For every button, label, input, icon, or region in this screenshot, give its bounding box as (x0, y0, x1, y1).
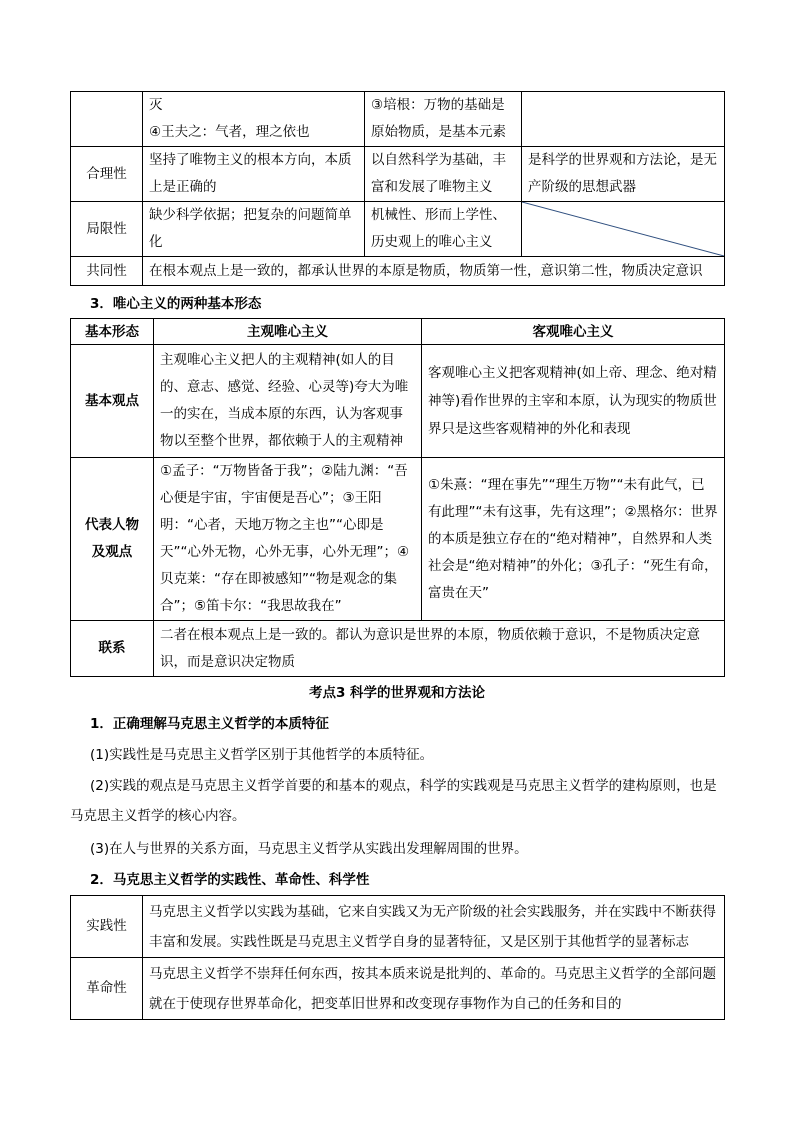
label-line: 及观点 (91, 544, 133, 560)
table-cell: 马克思主义哲学不崇拜任何东西，按其本质来说是批判的、革命的。马克思主义哲学的全部问题就在于使现存世界革命化，把变革旧世界和改变现存事物作为自己的任务和目的 (143, 958, 725, 1020)
row-label-reasonable: 合理性 (71, 147, 143, 202)
cell-line: 灭 (149, 97, 163, 113)
table-row (71, 621, 725, 677)
idealism-forms-table (70, 318, 725, 677)
column-header: 客观唯心主义 (422, 319, 725, 345)
table-row (71, 92, 725, 147)
table-cell: ①朱熹：“理在事先”“理生万物”“未有此气，已有此理”“未有这事，先有这理”；②黑格尔：世界的本质是独立存在的“绝对精神”，自然界和人类社会是“绝对精神”的外化；③孔子：“死生有命，富贵在天” (422, 458, 725, 621)
table-cell: 二者在根本观点上是一致的。都认为意识是世界的本原，物质依赖于意识，不是物质决定意识，而是意识决定物质 (154, 621, 725, 677)
table-row (71, 257, 725, 286)
table-row (71, 202, 725, 257)
table-cell: 在根本观点上是一致的，都承认世界的本原是物质，物质第一性，意识第二性，物质决定意识 (143, 257, 725, 286)
row-label-basic-view: 基本观点 (71, 345, 154, 458)
table-cell: 是科学的世界观和方法论，是无产阶级的思想武器 (522, 147, 725, 202)
diagonal-line (522, 202, 724, 256)
row-label-practice: 实践性 (71, 896, 143, 958)
table-row (71, 958, 725, 1020)
table-cell-empty (71, 92, 143, 147)
paragraph: (1)实践性是马克思主义哲学区别于其他哲学的本质特征。 (90, 747, 434, 763)
row-label-common: 共同性 (71, 257, 143, 286)
column-header: 主观唯心主义 (154, 319, 422, 345)
subsection-heading: 2．马克思主义哲学的实践性、革命性、科学性 (90, 872, 370, 888)
kaodian-heading: 考点3 科学的世界观和方法论 (308, 685, 486, 701)
cell-line: 原始物质，是基本元素 (371, 124, 506, 140)
table-cell: 坚持了唯物主义的根本方向，本质上是正确的 (143, 147, 365, 202)
table-cell: 马克思主义哲学以实践为基础，它来自实践又为无产阶级的社会实践服务，并在实践中不断获得丰富和发展。实践性既是马克思主义哲学自身的显著特征，又是区别于其他哲学的显著标志 (143, 896, 725, 958)
table-cell (143, 92, 365, 147)
row-label-revolution: 革命性 (71, 958, 143, 1020)
table-cell: 以自然科学为基础，丰富和发展了唯物主义 (365, 147, 522, 202)
row-label-connection: 联系 (71, 621, 154, 677)
table-cell: 机械性、形而上学性、历史观上的唯心主义 (365, 202, 522, 257)
marxism-features-table (70, 895, 725, 1020)
cell-line: ③培根：万物的基础是 (371, 97, 505, 113)
table-header-row (71, 319, 725, 345)
label-line: 代表人物 (85, 517, 139, 533)
table-cell (365, 92, 522, 147)
paragraph: (2)实践的观点是马克思主义哲学首要的和基本的观点，科学的实践观是马克思主义哲学的建构原则，也是马克思主义哲学的核心内容。 (70, 778, 717, 824)
column-header: 基本形态 (71, 319, 154, 345)
subsection-heading: 1．正确理解马克思主义哲学的本质特征 (90, 716, 329, 732)
table-cell: 客观唯心主义把客观精神(如上帝、理念、绝对精神等)看作世界的主宰和本原，认为现实的物质世界只是这些客观精神的外化和表现 (422, 345, 725, 458)
table-row (71, 458, 725, 621)
table-cell: ①孟子：“万物皆备于我”；②陆九渊：“吾心便是宇宙，宇宙便是吾心”；③王阳明：“心者，天地万物之主也”“心即是天”“心外无物，心外无事，心外无理”；④贝克莱：“存在即被感知”“物是观念的集合”；⑤笛卡尔：“我思故我在” (154, 458, 422, 621)
table-cell-empty (522, 92, 725, 147)
paragraph: (3)在人与世界的关系方面，马克思主义哲学从实践出发理解周围的世界。 (90, 841, 528, 857)
table-cell: 缺少科学依据；把复杂的问题简单化 (143, 202, 365, 257)
row-label-limitation: 局限性 (71, 202, 143, 257)
row-label-representatives (71, 458, 154, 621)
section-heading: 3．唯心主义的两种基本形态 (90, 296, 262, 312)
materialism-comparison-table (70, 91, 725, 286)
table-cell: 主观唯心主义把人的主观精神(如人的目的、意志、感觉、经验、心灵等)夸大为唯一的实在，当成本原的东西，认为客观事物以至整个世界，都依赖于人的主观精神 (154, 345, 422, 458)
table-row (71, 345, 725, 458)
table-row (71, 147, 725, 202)
table-row (71, 896, 725, 958)
diagonal-empty-cell (522, 202, 725, 257)
cell-line: ④王夫之：气者，理之依也 (149, 124, 310, 140)
